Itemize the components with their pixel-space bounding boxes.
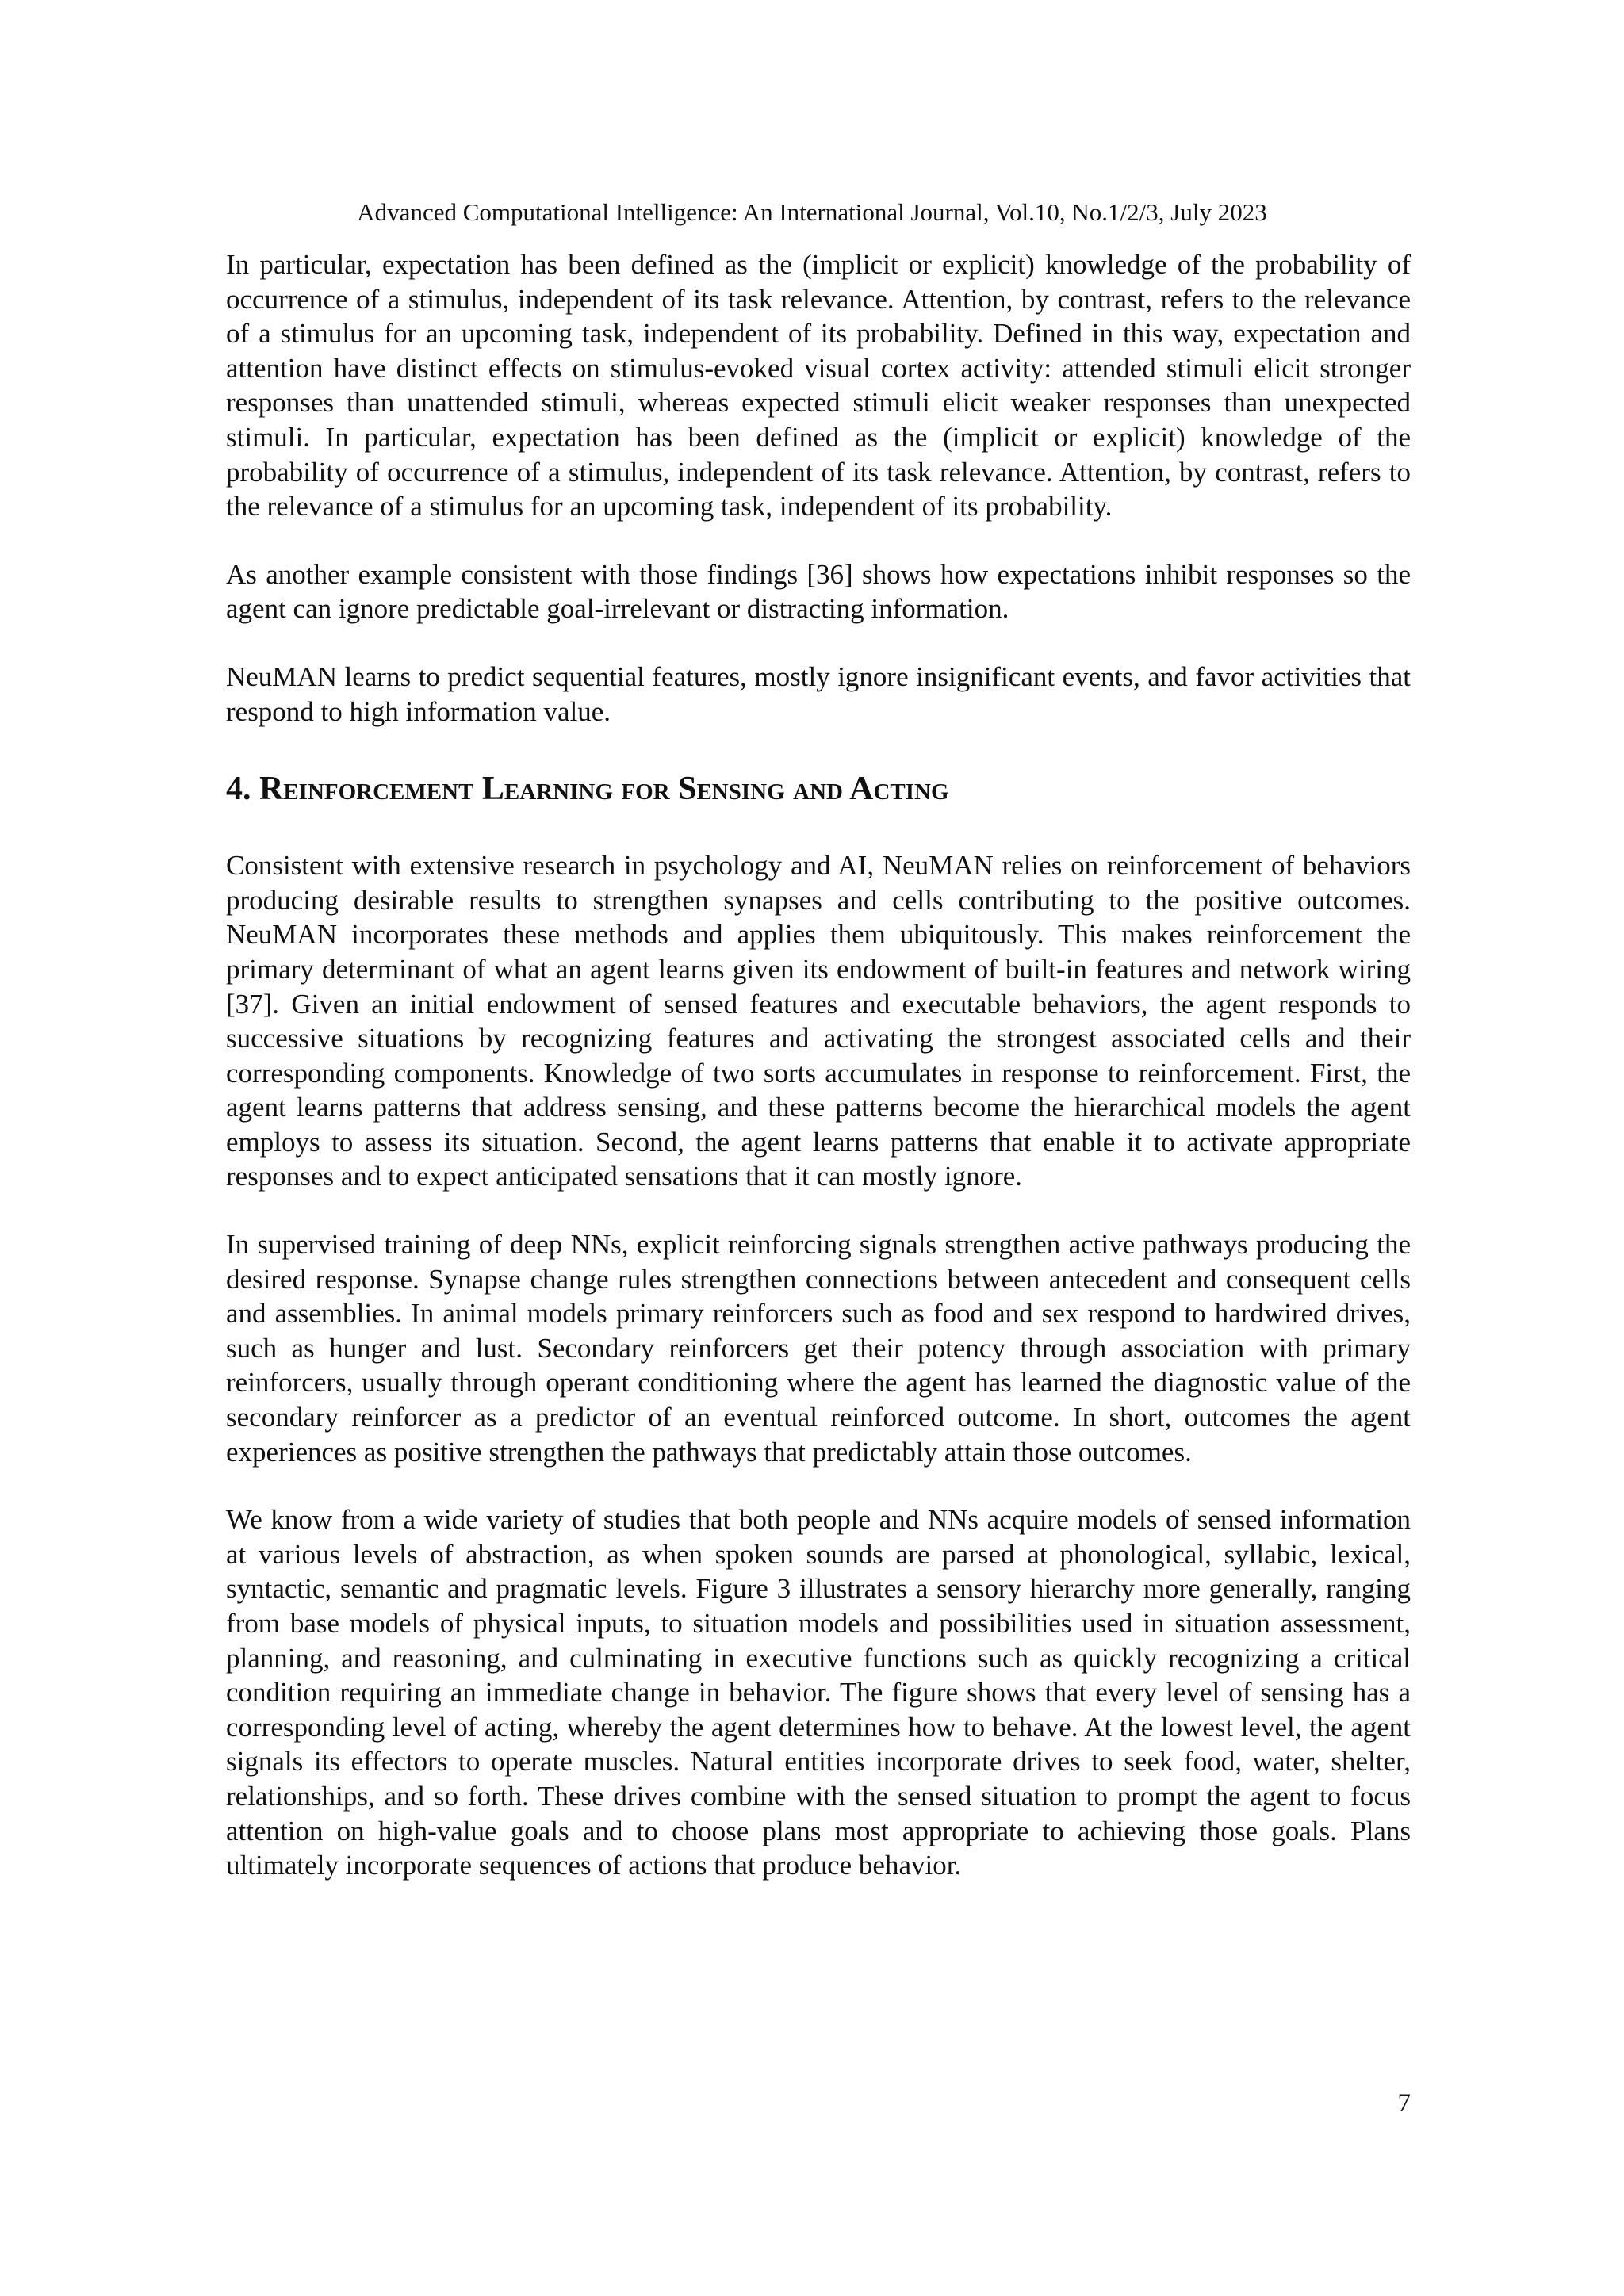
page-body (226, 247, 1411, 1883)
paragraph-reinforcement: Consistent with extensive research in psychology and AI, NeuMAN relies on reinforcement of behaviors producing desirable results to strengthen synapses and cells contributing to the positive outcomes. NeuMAN incorporates these methods and applies them ubiquitously. This makes reinforcement the primary determinant of what an agent learns given its endowment of built-in features and network wiring [37]. Given an initial endowment of sensed features and executable behaviors, the agent responds to successive situations by recognizing features and activating the strongest associated cells and their corresponding components. Knowledge of two sorts accumulates in response to reinforcement. First, the agent learns patterns that address sensing, and these patterns become the hierarchical models the agent employs to assess its situation. Second, the agent learns patterns that enable it to activate appropriate responses and to expect anticipated sensations that it can mostly ignore. (226, 850, 1411, 1192)
section-title: Reinforcement Learning for Sensing and Acting (259, 771, 949, 808)
paragraph-neuman-predicts: NeuMAN learns to predict sequential features, mostly ignore insignificant events, and favor activities that respond to high information value. (226, 660, 1411, 727)
page-number: 7 (1397, 2089, 1411, 2118)
paragraph-expectation-attention: In particular, expectation has been defined as the (implicit or explicit) knowledge of the probability of occurrence of a stimulus, independent of its task relevance. Attention, by contrast, refers to the relevance of a stimulus for an upcoming task, independent of its probability. Defined in this way, expectation and attention have distinct effects on stimulus-evoked visual cortex activity: attended stimuli elicit stronger responses than unattended stimuli, whereas expected stimuli elicit weaker responses than unexpected stimuli. In particular, expectation has been defined as the (implicit or explicit) knowledge of the probability of occurrence of a stimulus, independent of its task relevance. Attention, by contrast, refers to the relevance of a stimulus for an upcoming task, independent of its probability. (226, 249, 1411, 522)
running-header: Advanced Computational Intelligence: An International Journal, Vol.10, No.1/2/3, July 2023 (357, 198, 1267, 226)
paragraph-supervised-training: In supervised training of deep NNs, explicit reinforcing signals strengthen active pathways producing the desired response. Synapse change rules strengthen connections between antecedent and consequent cells and assemblies. In animal models primary reinforcers such as food and sex respond to hardwired drives, such as hunger and lust. Secondary reinforcers get their potency through association with primary reinforcers, usually through operant conditioning where the agent has learned the diagnostic value of the secondary reinforcer as a predictor of an eventual reinforced outcome. In short, outcomes the agent experiences as positive strengthen the pathways that predictably attain those outcomes. (226, 1229, 1411, 1468)
paragraph-sensory-hierarchy: We know from a wide variety of studies that both people and NNs acquire models of sensed information at various levels of abstraction, as when spoken sounds are parsed at phonological, syllabic, lexical, syntactic, semantic and pragmatic levels. Figure 3 illustrates a sensory hierarchy more generally, ranging from base models of physical inputs, to situation models and possibilities used in situation assessment, planning, and reasoning, and culminating in executive functions such as quickly recognizing a critical condition requiring an immediate change in behavior. The figure shows that every level of sensing has a corresponding level of acting, whereby the agent determines how to behave. At the lowest level, the agent signals its effectors to operate muscles. Natural entities incorporate drives to seek food, water, shelter, relationships, and so forth. These drives combine with the sensed situation to prompt the agent to focus attention on high-value goals and to choose plans most appropriate to achieving those goals. Plans ultimately incorporate sequences of actions that produce behavior. (226, 1504, 1411, 1881)
paragraph-another-example: As another example consistent with those findings [36] shows how expectations inhibit responses so the agent can ignore predictable goal-irrelevant or distracting information. (226, 558, 1411, 625)
section-number: 4. (226, 771, 251, 808)
section-heading (226, 768, 1411, 809)
